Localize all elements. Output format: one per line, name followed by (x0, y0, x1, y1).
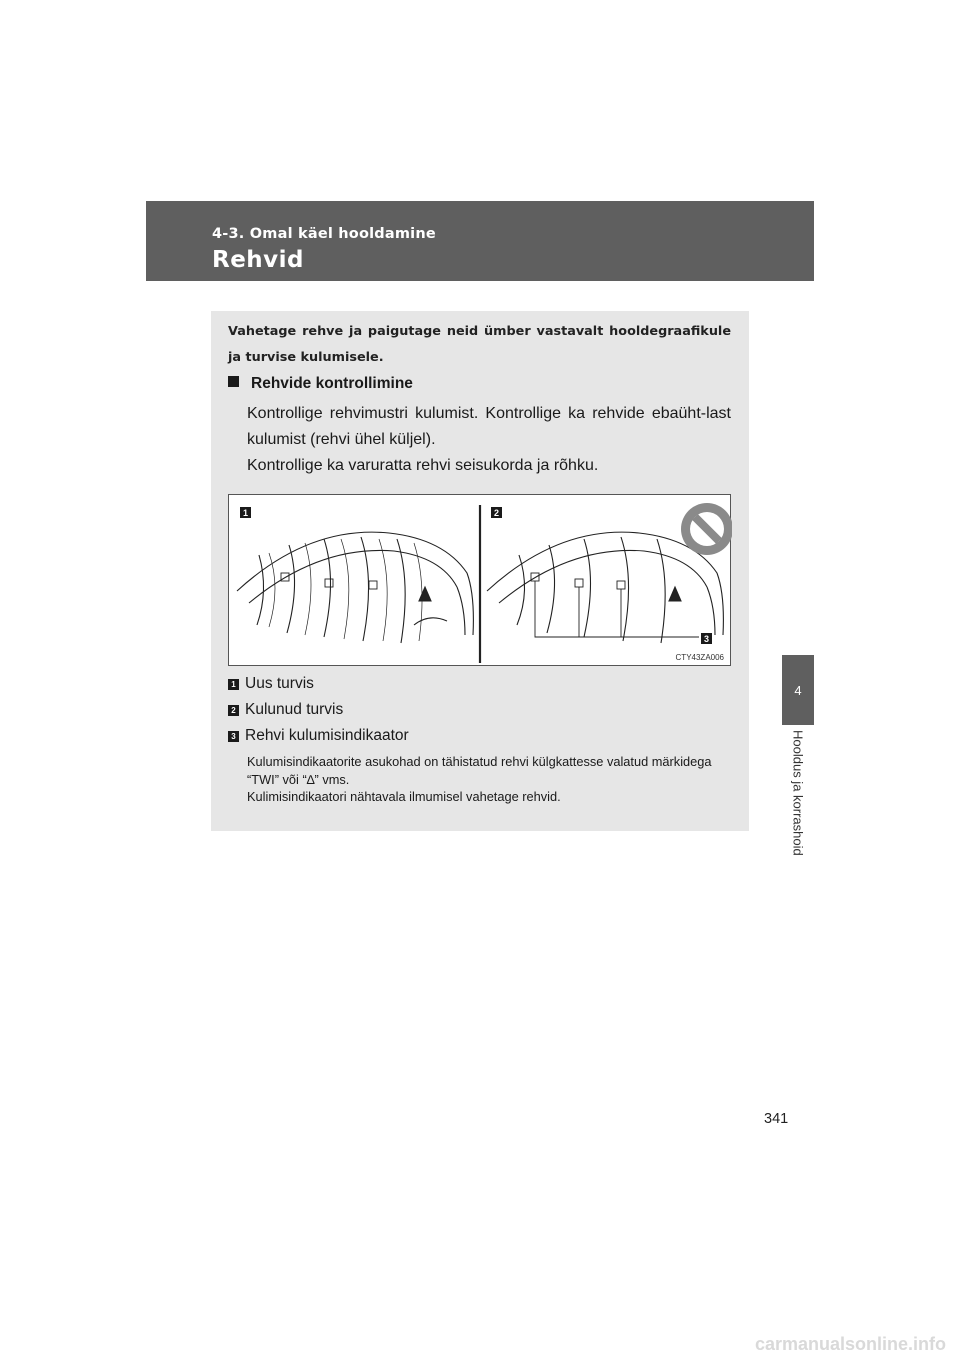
chapter-tab: 4 (782, 655, 814, 725)
tire-tread-drawing (229, 495, 732, 667)
new-tread-tire (237, 532, 473, 643)
paragraph-1: Kontrollige rehvimustri kulumist. Kontrollige ka rehvide ebaüht-last kulumist (rehvi ühel küljel). (247, 405, 731, 448)
legend-number-1: 1 (228, 679, 239, 690)
callout-1-badge (240, 507, 251, 518)
page-title: Rehvid (212, 247, 305, 273)
chapter-header (146, 201, 814, 281)
worn-tread-tire (487, 532, 723, 643)
legend-item-2 (228, 701, 731, 719)
svg-text:3: 3 (703, 634, 710, 644)
legend-text-2: Kulunud turvis (245, 701, 344, 718)
note-line-1: Kulumisindikaatorite asukohad on tähistatud rehvi külgkattesse valatud märkidega “TWI” või “∆” vms. (247, 754, 712, 787)
intro-text: Vahetage rehve ja paigutage neid ümber vastavalt hooldegraafikule ja turvise kulumisele. (228, 324, 731, 365)
figure-code: CTY43ZA006 (675, 653, 724, 662)
no-symbol-icon (681, 503, 732, 555)
watermark: carmanualsonline.info (754, 1333, 946, 1354)
callout-3-badge (701, 633, 712, 644)
legend-text-3: Rehvi kulumisindikaator (245, 727, 409, 744)
legend-item-1 (228, 675, 731, 693)
page-number: 341 (764, 1111, 789, 1127)
tire-tread-illustration (228, 494, 731, 666)
legend-number-2: 2 (228, 705, 239, 716)
callout-2-badge (491, 507, 502, 518)
svg-text:2: 2 (493, 508, 500, 518)
content-box (211, 311, 749, 831)
section-title: 4-3. Omal käel hooldamine (212, 226, 436, 242)
chapter-label: Hooldus ja korrashoid (790, 730, 806, 856)
legend-text-1: Uus turvis (245, 675, 314, 692)
square-bullet-icon (228, 376, 239, 387)
wear-indicator-note (247, 753, 731, 806)
paragraph-2: Kontrollige ka varuratta rehvi seisukorda ja rõhku. (247, 457, 599, 474)
svg-text:1: 1 (242, 508, 249, 518)
subheading (228, 375, 413, 393)
note-line-2: Kulimisindikaatori nähtavala ilmumisel vahetage rehvid. (247, 789, 561, 804)
legend-number-3: 3 (228, 731, 239, 742)
subheading-text: Rehvide kontrollimine (251, 375, 413, 392)
legend-item-3 (228, 727, 731, 745)
